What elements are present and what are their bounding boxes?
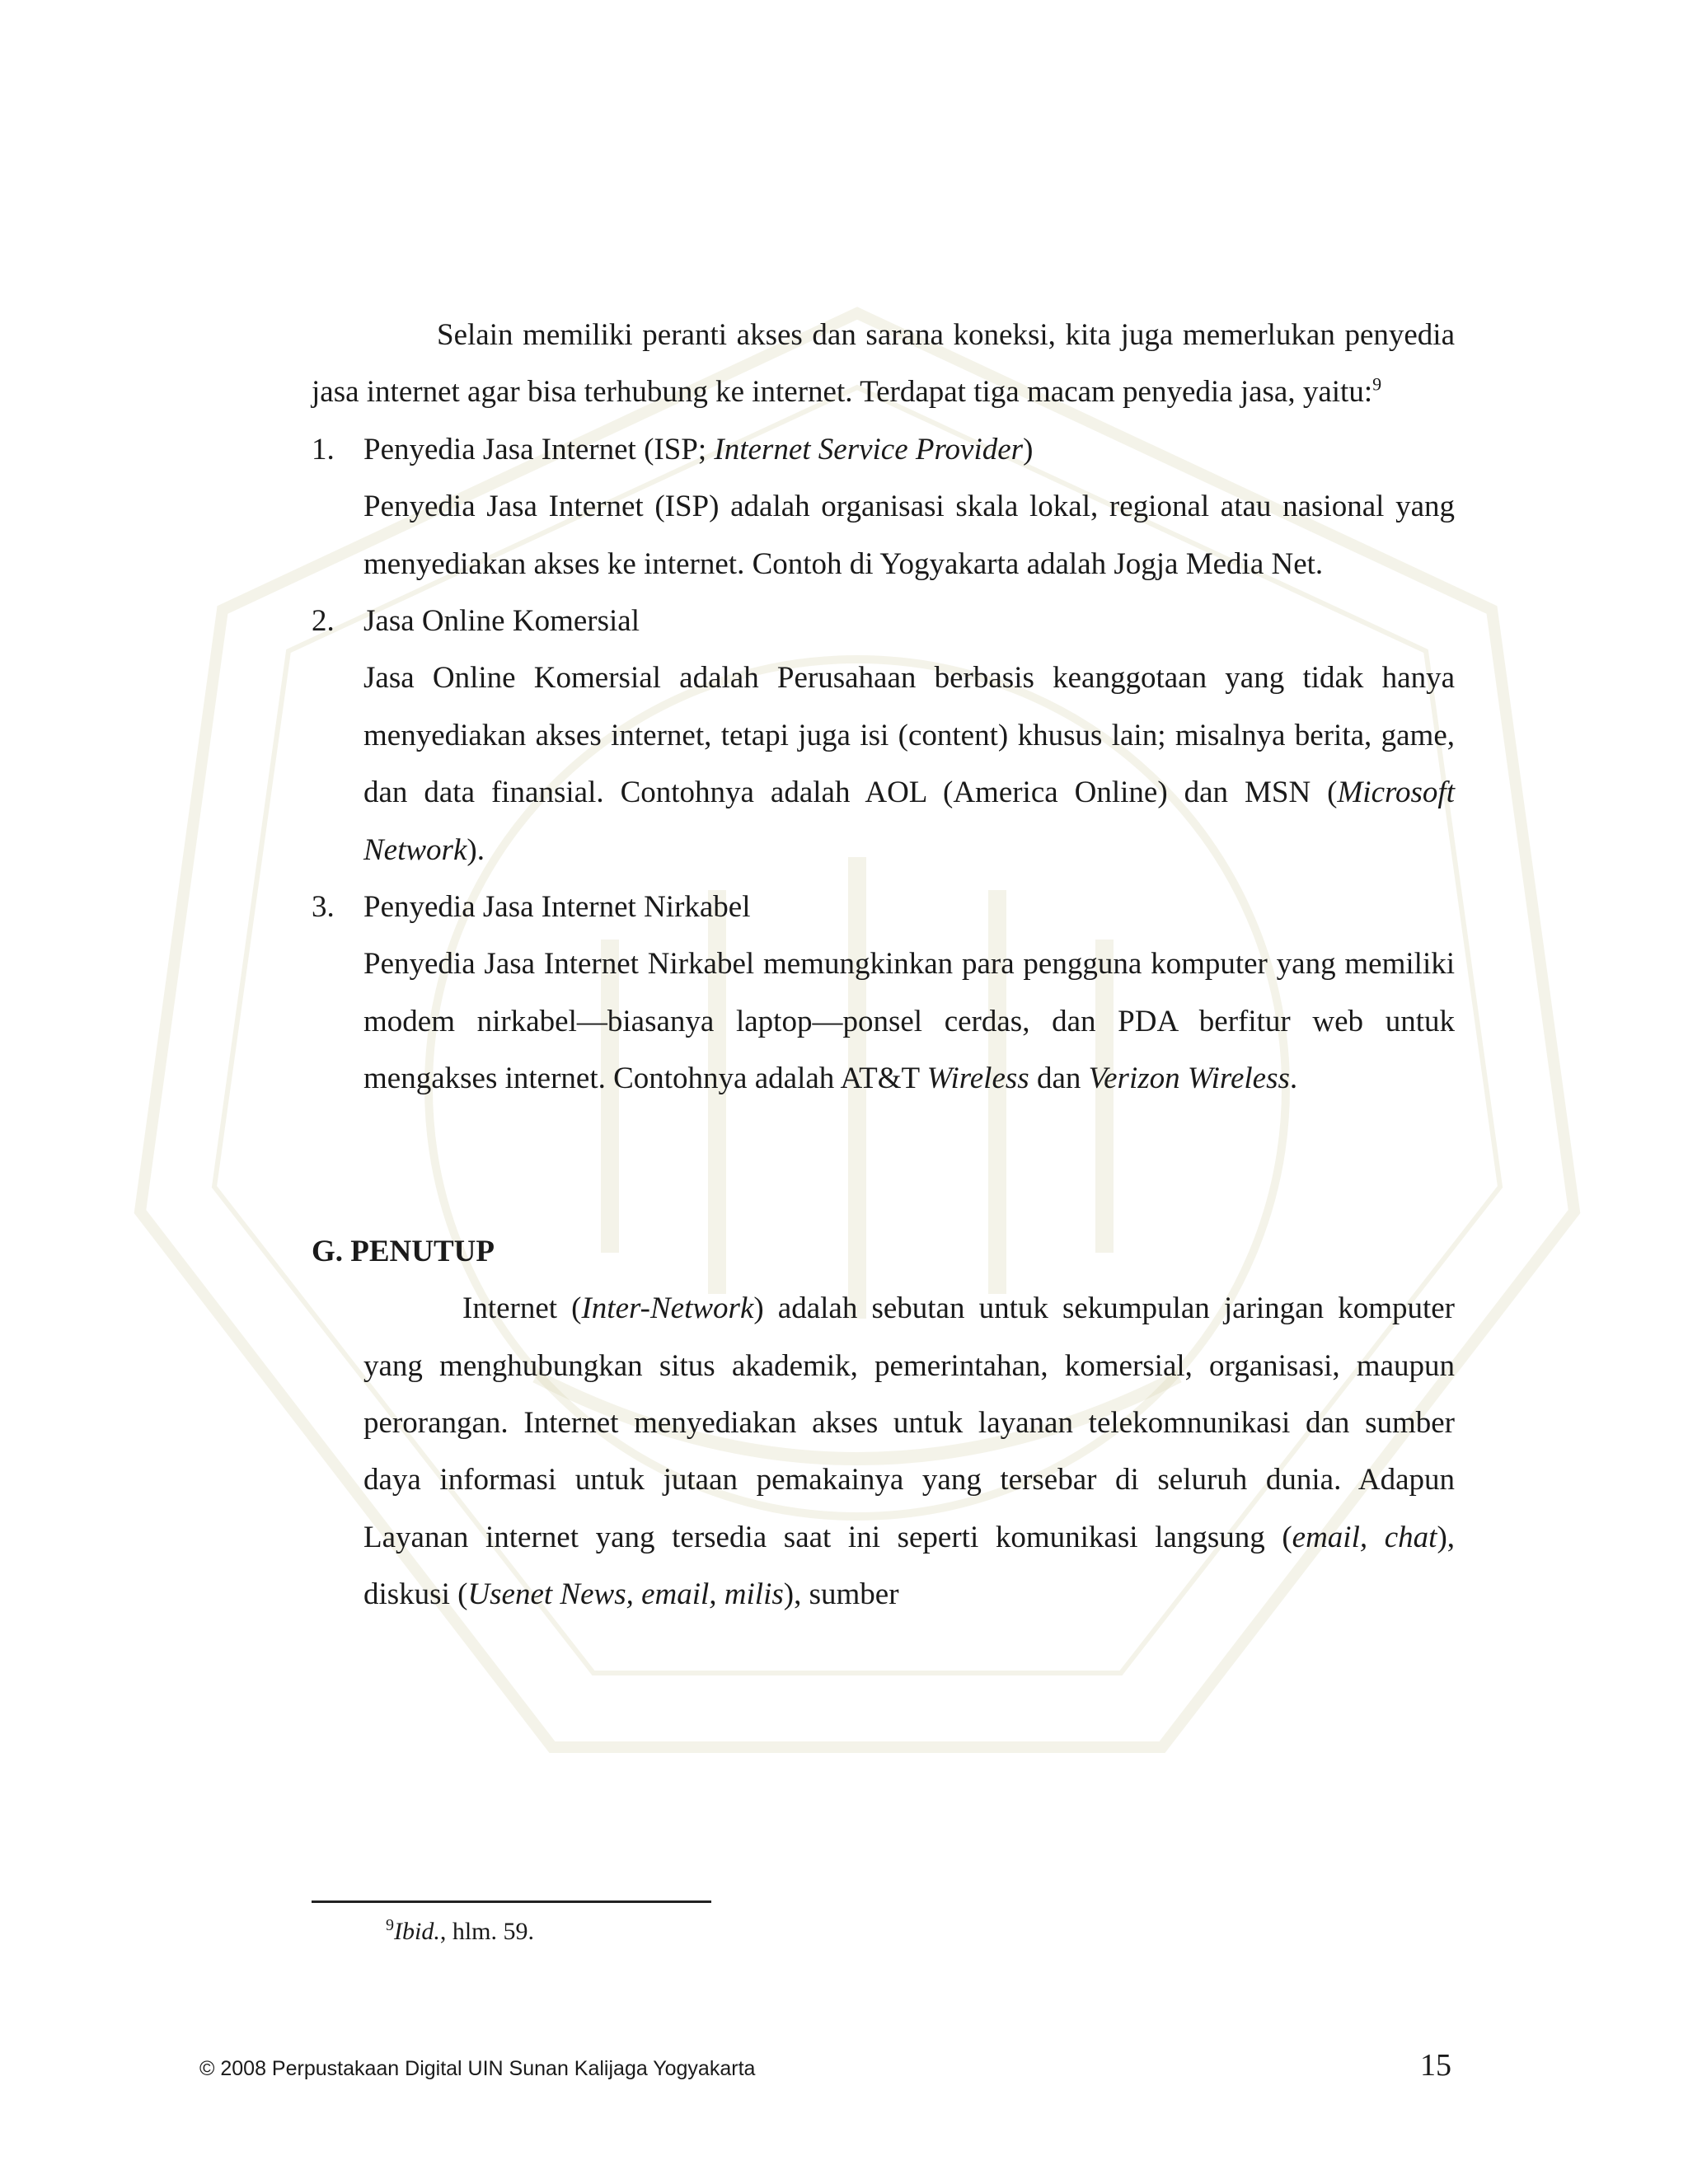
closing-italic: Usenet News, email, milis: [467, 1577, 784, 1612]
item-title-end: ): [1023, 432, 1034, 466]
page-body: [312, 307, 1455, 1624]
footnote: [386, 1914, 534, 1950]
closing-section: [312, 1280, 1455, 1623]
provider-list: [312, 421, 1455, 1108]
list-item: [312, 879, 1455, 1108]
footnote-number: 9: [386, 1916, 394, 1934]
closing-text: ) adalah sebutan untuk sekumpulan jaringan komputer yang menghubungkan situs akademik, pemerintahan, komersial, organisasi, maupun perorangan. Internet menyediakan akses untuk layanan telekomnunikasi dan sumber daya informasi untuk jutaan pemakainya yang tersebar di seluruh dunia. Adapun Layanan internet yang tersedia saat ini seperti komunikasi langsung (: [363, 1291, 1455, 1554]
footnote-text: , hlm. 59.: [439, 1918, 534, 1945]
footnote-ref: 9: [1372, 374, 1382, 396]
item-title: Jasa Online Komersial: [363, 604, 640, 639]
footnote-italic: Ibid.: [394, 1918, 440, 1945]
closing-italic: Inter-Network: [581, 1291, 754, 1326]
item-title-text: Penyedia Jasa Internet (ISP;: [363, 432, 715, 466]
copyright-footer: © 2008 Perpustakaan Digital UIN Sunan Kalijaga Yogyakarta: [199, 2057, 756, 2080]
closing-italic: email, chat: [1292, 1520, 1437, 1554]
list-number: 2.: [312, 604, 335, 639]
closing-text: ), sumber: [783, 1577, 899, 1612]
footnote-divider: [312, 1900, 711, 1903]
intro-paragraph: [312, 307, 1455, 421]
list-item: [312, 421, 1455, 593]
item-body-italic: Microsoft Network: [363, 776, 1455, 867]
intro-text: Selain memiliki peranti akses dan sarana koneksi, kita juga memerlukan penyedia jasa internet agar bisa terhubung ke internet. Terdapat tiga macam penyedia jasa, yaitu:: [312, 318, 1455, 410]
list-number: 3.: [312, 890, 335, 925]
item-body-text: Penyedia Jasa Internet Nirkabel memungkinkan para pengguna komputer yang memiliki modem nirkabel—biasanya laptop—ponsel cerdas, dan PDA berfitur web untuk mengakses internet. Contohnya adalah AT&T: [363, 947, 1455, 1096]
page-number: 15: [1420, 2048, 1451, 2083]
list-number: 1.: [312, 432, 335, 466]
closing-text: ), diskusi (: [363, 1520, 1456, 1612]
item-body-text: Jasa Online Komersial adalah Perusahaan berbasis keanggotaan yang tidak hanya menyediakan akses internet, tetapi juga isi (content) khusus lain; misalnya berita, game, dan data finansial. Contohnya adalah AOL (America Online) dan MSN (: [363, 661, 1455, 810]
section-heading: G. PENUTUP: [312, 1234, 495, 1268]
item-title: Penyedia Jasa Internet Nirkabel: [363, 890, 751, 925]
item-body-italic: Wireless: [926, 1062, 1029, 1096]
item-title-italic: Internet Service Provider: [714, 432, 1024, 466]
item-title: [363, 421, 1455, 478]
item-body-mid: dan: [1029, 1062, 1089, 1096]
item-body: [363, 649, 1455, 879]
list-item: [312, 593, 1455, 879]
item-body-end: ).: [467, 832, 485, 867]
item-body-end: .: [1289, 1062, 1298, 1096]
closing-paragraph: [363, 1280, 1455, 1623]
item-body: Penyedia Jasa Internet (ISP) adalah organisasi skala lokal, regional atau nasional yang menyediakan akses ke internet. Contoh di Yogyakarta adalah Jogja Media Net.: [363, 490, 1455, 581]
item-body-italic: Verizon Wireless: [1088, 1062, 1290, 1096]
closing-text: Internet (: [462, 1291, 582, 1326]
item-body: [363, 935, 1455, 1107]
